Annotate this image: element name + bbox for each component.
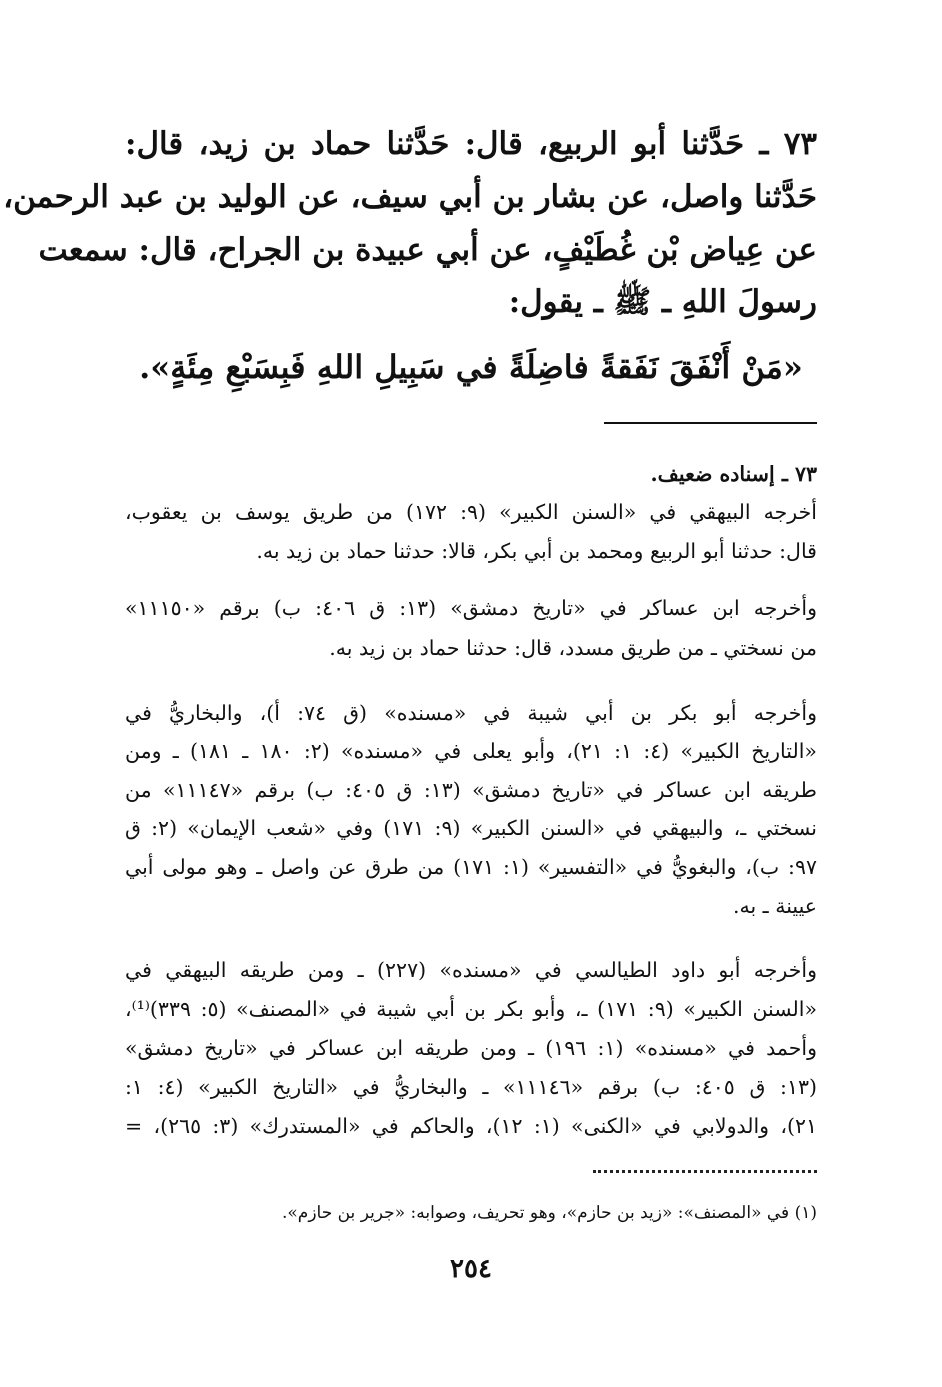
commentary-line: ٩٧: ب)، والبغويُّ في «التفسير» (١: ١٧١) من طرق عن واصل ـ وهو مولى أبي: [125, 855, 817, 879]
commentary-line: عيينة ـ به.: [732, 894, 817, 918]
page-number: ٢٥٤: [450, 1254, 492, 1284]
commentary-line: «السنن الكبير» (٩: ١٧١) ـ، وأبو بكر بن أبي شيبة في «المصنف» (٥: ٣٣٩)⁽¹⁾،: [125, 997, 818, 1021]
commentary-line: (١٣: ق ٤٠٥: ب) برقم «١١١٤٦» ـ والبخاريُّ في «التاريخ الكبير» (٤: ١:: [125, 1075, 817, 1099]
section-separator: [604, 422, 817, 424]
hadith-line: ٧٣ ـ حَدَّثنا أبو الربيع، قال: حَدَّثنا حماد بن زيد، قال:: [125, 126, 817, 162]
footnote-separator: [593, 1170, 817, 1173]
commentary-line: «التاريخ الكبير» (٤: ١: ٢١)، وأبو يعلى في «مسنده» (٢: ١٨٠ ـ ١٨١) ـ ومن: [125, 739, 817, 763]
commentary-line: وأخرجه ابن عساكر في «تاريخ دمشق» (١٣: ق ٤٠٦: ب) برقم «١١١٥٠»: [125, 596, 817, 620]
commentary-line: أخرجه البيهقي في «السنن الكبير» (٩: ١٧٢) من طريق يوسف بن يعقوب،: [125, 500, 817, 524]
commentary-line: ٢١)، والدولابي في «الكنى» (١: ١٢)، والحاكم في «المستدرك» (٣: ٢٦٥)، =: [125, 1114, 817, 1138]
commentary-line: وأخرجه أبو داود الطيالسي في «مسنده» (٢٢٧) ـ ومن طريقه البيهقي في: [125, 958, 818, 982]
commentary-line: نسختي ـ، والبيهقي في «السنن الكبير» (٩: ١٧١) وفي «شعب الإيمان» (٢: ق: [125, 816, 817, 840]
commentary-line: طريقه ابن عساكر في «تاريخ دمشق» (١٣: ق ٤٠٥: ب) برقم «١١١٤٧» من: [125, 778, 817, 802]
commentary-line: قال: حدثنا أبو الربيع ومحمد بن أبي بكر، قالا: حدثنا حماد بن زيد به.: [256, 539, 817, 563]
footnote: (١) في «المصنف»: «زيد بن حازم»، وهو تحريف، وصوابه: «جرير بن حازم».: [281, 1203, 817, 1223]
hadith-line: حَدَّثنا واصل، عن بشار بن أبي سيف، عن الوليد بن عبد الرحمن،: [3, 179, 817, 215]
commentary-line: من نسختي ـ من طريق مسدد، قال: حدثنا حماد بن زيد به.: [329, 636, 817, 660]
hadith-matn: «مَنْ أَنْفَقَ نَفَقةً فاضِلَةً في سَبِيلِ اللهِ فَبِسَبْعِ مِئَةٍ».: [139, 348, 803, 386]
commentary-heading: ٧٣ ـ إسناده ضعيف.: [650, 462, 817, 486]
commentary-line: وأخرجه أبو بكر بن أبي شيبة في «مسنده» (ق ٧٤: أ)، والبخاريُّ في: [125, 701, 818, 725]
commentary-line: وأحمد في «مسنده» (١: ١٩٦) ـ ومن طريقه ابن عساكر في «تاريخ دمشق»: [125, 1036, 817, 1060]
hadith-line: رسولَ اللهِ ـ ﷺ ـ يقول:: [508, 284, 817, 320]
hadith-line: عن عِياض بْن غُطَيْفٍ، عن أبي عبيدة بن الجراح، قال: سمعت: [38, 232, 817, 268]
